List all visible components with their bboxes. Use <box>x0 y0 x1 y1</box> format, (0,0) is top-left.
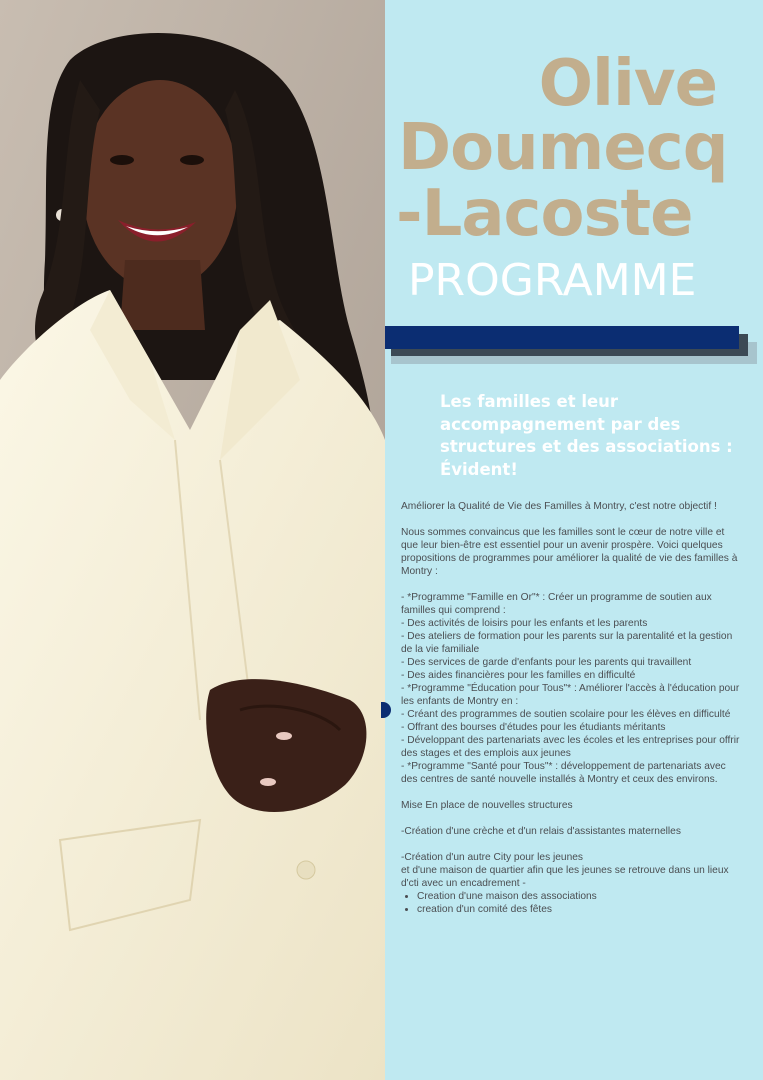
programme-line: - Développant des partenariats avec les écoles et les entreprises pour offrir des stages et des emplois aux jeunes <box>401 735 740 759</box>
programme-line: - *Programme "Éducation pour Tous"* : Améliorer l'accès à l'éducation pour les enfants de Montry en : <box>401 683 740 707</box>
bullet-list <box>401 890 741 916</box>
programme-line: - Des ateliers de formation pour les parents sur la parentalité et la gestion de la vie familiale <box>401 631 733 655</box>
programme-line: - Offrant des bourses d'études pour les étudiants méritants <box>401 722 666 733</box>
candidate-first-name: Olive <box>538 47 717 121</box>
programme-line: - *Programme "Santé pour Tous"* : développement de partenariats avec des centres de santé nouvelle installés à Montry et ceux des environs. <box>401 761 726 785</box>
candidate-last-name-part1: Doumecq <box>398 111 728 185</box>
creche-item: -Création d'une crèche et d'un relais d'assistantes maternelles <box>401 826 681 837</box>
programme-heading: PROGRAMME <box>408 255 697 306</box>
programme-body <box>401 500 741 916</box>
candidate-last-name-part2: -Lacoste <box>396 177 693 251</box>
programme-line: - Créant des programmes de soutien scolaire pour les élèves en difficulté <box>401 709 731 720</box>
bullet-item: • creation d'un comité des fêtes <box>417 903 741 916</box>
programme-line: - Des aides financières pour les familles en difficulté <box>401 670 636 681</box>
city-item-line2: et d'une maison de quartier afin que les jeunes se retrouve dans un lieux d'cti avec un encadrement - <box>401 865 729 889</box>
structures-heading: Mise En place de nouvelles structures <box>401 800 573 811</box>
intro-paragraph: Nous sommes convaincus que les familles sont le cœur de notre ville et que leur bien-être est essentiel pour un avenir prospère. Voici quelques propositions de programmes pour améliorer la qualité de vie des familles à Montry : <box>401 527 738 577</box>
city-item-line1: -Création d'un autre City pour les jeunes <box>401 852 584 863</box>
section-subtitle: Les familles et leur accompagnement par des structures et des associations : Évident! <box>440 392 733 479</box>
intro-text: Améliorer la Qualité de Vie des Familles à Montry, c'est notre objectif ! <box>401 501 717 512</box>
programme-line: - *Programme "Famille en Or"* : Créer un programme de soutien aux familles qui comprend : <box>401 592 712 616</box>
bullet-item: • Creation d'une maison des associations <box>417 890 741 903</box>
programme-line: - Des services de garde d'enfants pour les parents qui travaillent <box>401 657 692 668</box>
programme-line: - Des activités de loisirs pour les enfants et les parents <box>401 618 648 629</box>
divider-bar <box>385 326 739 349</box>
